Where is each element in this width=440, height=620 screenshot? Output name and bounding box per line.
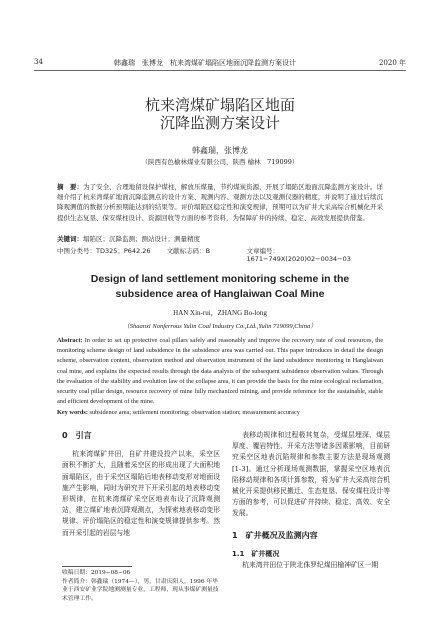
title-cn-line2: 沉降监测方案设计 xyxy=(159,114,280,132)
classification-row xyxy=(57,246,383,263)
title-en xyxy=(70,272,370,302)
abstract-en xyxy=(57,336,383,407)
title-cn-line1: 杭来湾煤矿塌陷区地面 xyxy=(144,96,295,114)
title-en-line2: subsidence area of Hanglaiwan Coal Mine xyxy=(115,288,325,300)
footnote xyxy=(62,569,220,603)
footnote-bio: 作者简介：韩鑫瑞（1974—），男，甘肃庆阳人，1996 年毕业于西安矿业学院地测测量专业，工程师，现从事煤矿测量技术管理工作。 xyxy=(62,578,219,602)
left-column xyxy=(62,430,220,539)
abstract-cn-label: 摘 要： xyxy=(57,183,84,191)
right-column xyxy=(232,430,390,571)
abstract-cn-text: 为了安全、合理地留设保护煤柱，解放压煤量，节约煤炭资源，开展了塌陷区地面沉降监测方案设计。详细介绍了杭来湾煤矿地面沉降监测点的设计方案、观测内容、观测方法以及观测仪器的精度，并说明了通过后续沉降观测值的数据分析预期能达到的结果等。评价塌陷区稳定性和演变规律，预期可以为矿井大采高综合机械化开采提供生态复垦、保安煤柱设计、资源回收等方面的参考资料，为保障矿井的持续、稳定、高效发展提供借鉴。 xyxy=(57,183,384,222)
keywords-en-text: subsidence area; settlement monitoring; observation station; measurement accuracy xyxy=(89,409,300,416)
keywords-cn-text: 塌陷区；沉降监测；测站设计；测量精度 xyxy=(83,235,200,243)
affiliation-en: （Shaanxi Nonferrous Yulin Coal Industry Co.,Ltd.,Yulin 719099,China） xyxy=(123,323,317,330)
keywords-cn-label: 关键词： xyxy=(57,235,83,243)
title-cn xyxy=(60,96,380,132)
keywords-en-label: Key words: xyxy=(57,409,88,416)
footnote-received: 收稿日期：2019−08−06 xyxy=(62,570,131,576)
page-number: 34 xyxy=(34,58,43,66)
intro-continued-paragraph: 表移动规律和过程极其复杂，受煤层埋深、煤层厚度、覆岩特性、开采方法等诸多因素影响，目前研究采空区地表沉陷规律和参数主要方法是现场观测[1-3]。通过分析现场观测数据，掌握采空区地表沉陷移动规律和各项计算参数，将为矿井大采高综合机械化开采提供移民搬迁、生态复垦、保安煤柱设计等方面的参考，可以促进矿井持续、稳定、高效、安全发展。 xyxy=(232,431,390,518)
keywords-en xyxy=(57,408,383,418)
running-title: 韩鑫瑞 张博龙 杭来湾煤矿塌陷区地面沉降监测方案设计 xyxy=(114,59,296,67)
abstract-cn xyxy=(57,182,383,223)
section-1-heading: 1 矿井概况及监测内容 xyxy=(232,530,318,540)
abstract-en-label: Abstract: xyxy=(57,337,83,344)
header-year: 2020 年 xyxy=(378,59,406,67)
section-0-heading: 0 引言 xyxy=(62,431,92,440)
section-0-paragraph: 杭来湾煤矿井田，自矿井建设投产以来，采空区面积不断扩大，且随着采空区的形成出现了大面积地面塌陷区，由于采空区塌陷后地表移动变形对地面设施产生影响，同时为研究井下开采引起的地表移动变形规律，在杭来湾煤矿采空区地表布设了沉降观测站，建立煤矿地表沉降观测点，为探索地表移动变形规律、评价塌陷区的稳定性和演变规律提供参考。然而开采引起的岩层与地 xyxy=(62,450,220,537)
abstract-en-text: In order to set up protective coal pillars safely and reasonably and improve the recovery rate of coal resources, the monitoring scheme design of land subsidence in the subsidence area was carried out. This paper introduces in detail the design scheme, observation content, observation method and observation instrument of the land subsidence monitoring in Hanglaiwan coal mine, and explains the expected results through the data analysis of the subsequent subsidence observation values. Through the evaluation of the stability and evolution law of the collapse area, it can provide the basis for the mine ecological reclamation, security coal pillar design, resource recovery of mine fully mechanized mining, and provide reference for the sustainable, stable and efficient development of the mine. xyxy=(57,337,383,406)
doc-code: 文献标志码：B xyxy=(166,247,211,255)
subsection-1-1-heading: 1.1 矿井概况 xyxy=(232,549,280,558)
subsection-1-1-paragraph: 杭来湾井田位于陕北侏罗纪煤田榆神矿区一期 xyxy=(242,561,379,570)
authors-en: HAN Xin-rui，ZHANG Bo-long xyxy=(173,309,267,317)
article-number: 文章编号：1671−749X(2020)02−0034−03 xyxy=(246,247,351,263)
title-en-line1: Design of land settlement monitoring scheme in the xyxy=(90,273,350,285)
footnote-rule xyxy=(62,566,132,567)
keywords-cn xyxy=(57,234,383,244)
header-rule xyxy=(34,70,406,71)
clc-number: 中图分类号：TD325；P642.26 xyxy=(57,247,151,255)
authors-cn: 韩鑫瑞，张博龙 xyxy=(192,146,248,155)
affiliation-cn: （陕西有色榆林煤业有限公司，陕西 榆林 719099） xyxy=(141,158,299,166)
